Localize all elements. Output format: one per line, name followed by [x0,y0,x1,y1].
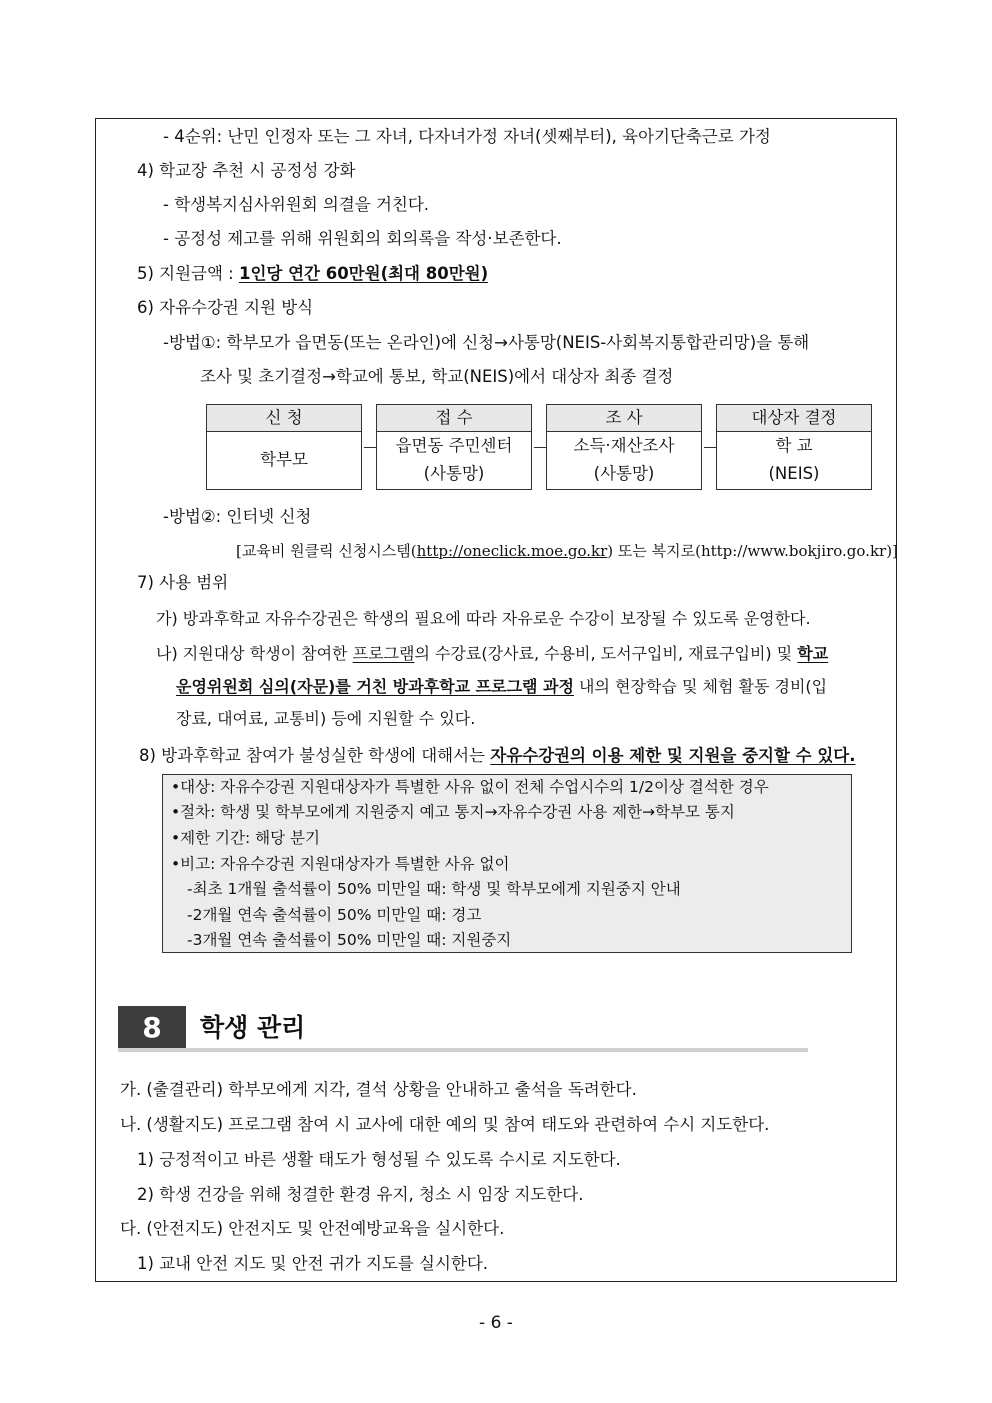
flow-connector [534,447,546,448]
page-number: - 6 - [479,1313,513,1333]
item-8-text: 8) 방과후학교 참여가 불성실한 학생에 대해서는 [139,746,491,765]
notice-procedure: •절차: 학생 및 학부모에게 지원중지 예고 통지→자유수강권 사용 제한→학부모 통지 [171,803,735,821]
attendance-line: 가. (출결관리) 학부모에게 지각, 결석 상황을 안내하고 출석을 독려한다. [120,1080,637,1099]
restriction-notice-box [162,774,852,953]
item-7-na-program: 프로그램 [352,644,415,663]
notice-remark-1: -최초 1개월 출석률이 50% 미만일 때: 학생 및 학부모에게 지원중지 안내 [187,880,681,898]
method-2-line: -방법②: 인터넷 신청 [163,507,312,526]
flow-box-header: 대상자 결정 [717,405,871,432]
notice-remark-3: -3개월 연속 출석률이 50% 미만일 때: 지원중지 [187,931,512,949]
item-4-sub-2: - 공정성 제고를 위해 위원회의 회의록을 작성·보존한다. [163,229,562,248]
item-5-label: 5) 지원금액 : [137,264,239,283]
item-7-na-text2: 의 수강료(강사료, 수용비, 도서구입비, 재료구입비) 및 [414,644,798,663]
flow-box-body [717,432,871,488]
flow-connector [704,447,716,448]
method-1-line: -방법①: 학부모가 읍면동(또는 온라인)에 신청→사통망(NEIS-사회복지통합관리망)을 통해 [163,333,810,352]
item-7-na-committee: 운영위원회 심의(자문)를 거친 방과후학교 프로그램 과정 [176,677,574,696]
flow-box-body [547,432,701,488]
content-frame [95,118,897,1282]
item-5-line [137,263,488,285]
item-7-na-rest: 내의 현장학습 및 체험 활동 경비(입 [573,677,828,696]
flow-box-header: 신 청 [207,405,361,432]
flow-box-line1: 읍면동 주민센터 [395,436,513,455]
notice-period: •제한 기간: 해당 분기 [171,829,320,847]
bokjiro-label: ) 또는 복지로(http://www.bokjiro.go.kr)] [607,542,898,560]
flow-box-line2: (사통망) [423,464,485,483]
flow-box-survey [546,404,702,490]
life-guidance-line: 나. (생활지도) 프로그램 참여 시 교사에 대한 예의 및 참여 태도와 관련하여 수시 지도한다. [120,1115,770,1134]
item-6-heading: 6) 자유수강권 지원 방식 [137,298,314,317]
flow-box-body [377,432,531,488]
item-8-emphasis: 자유수강권의 이용 제한 및 지원을 중지할 수 있다. [490,746,856,765]
flow-box-apply [206,404,362,490]
flow-box-line1: 소득·재산조사 [573,436,675,455]
oneclick-label: [교육비 원클릭 신청시스템( [236,542,417,560]
flow-box-body: 학부모 [260,450,308,469]
flow-box-line2: (NEIS) [768,464,820,483]
item-7-na-cont [176,676,827,698]
priority-4-line: - 4순위: 난민 인정자 또는 그 자녀, 다자녀가정 자녀(셋째부터), 육아기단축근로 가정 [163,127,771,146]
safety-line: 다. (안전지도) 안전지도 및 안전예방교육을 실시한다. [120,1219,505,1238]
item-8-line [139,745,856,767]
flow-box-line1: 학 교 [775,436,813,455]
notice-target: •대상: 자유수강권 지원대상자가 특별한 사유 없이 전체 수업시수의 1/2이상 결석한 경우 [171,778,769,796]
notice-remark: •비고: 자유수강권 지원대상자가 특별한 사유 없이 [171,855,510,873]
item-7-na-text: 나) 지원대상 학생이 참여한 [156,644,353,663]
life-guidance-1: 1) 긍정적이고 바른 생활 태도가 형성될 수 있도록 수시로 지도한다. [137,1150,621,1169]
flow-box-line2: (사통망) [593,464,655,483]
notice-remark-2: -2개월 연속 출석률이 50% 미만일 때: 경고 [187,906,482,924]
flow-box-receive [376,404,532,490]
flow-box-header: 조 사 [547,405,701,432]
section-title: 학생 관리 [200,1013,306,1042]
safety-1: 1) 교내 안전 지도 및 안전 귀가 지도를 실시한다. [137,1254,489,1273]
item-7-na-cont2: 장료, 대여료, 교통비) 등에 지원할 수 있다. [176,709,476,728]
support-amount: 1인당 연간 60만원(최대 80만원) [239,264,489,283]
item-7-heading: 7) 사용 범위 [137,573,229,592]
item-4-heading: 4) 학교장 추천 시 공정성 강화 [137,161,356,180]
oneclick-link[interactable]: http://oneclick.moe.go.kr [416,542,608,560]
item-4-sub-1: - 학생복지심사위원회 의결을 거친다. [163,195,430,214]
item-7-ga: 가) 방과후학교 자유수강권은 학생의 필요에 따라 자유로운 수강이 보장될 수 있도록 운영한다. [156,609,811,628]
flow-connector [364,447,376,448]
flow-box-header: 접 수 [377,405,531,432]
online-application-line [236,540,898,562]
item-7-na [156,643,828,665]
section-divider [118,1048,808,1052]
flow-box-decision [716,404,872,490]
item-7-na-school: 학교 [797,644,829,663]
life-guidance-2: 2) 학생 건강을 위해 청결한 환경 유지, 청소 시 임장 지도한다. [137,1185,584,1204]
section-number: 8 [118,1006,186,1050]
method-1-cont: 조사 및 초기결정→학교에 통보, 학교(NEIS)에서 대상자 최종 결정 [200,367,674,386]
